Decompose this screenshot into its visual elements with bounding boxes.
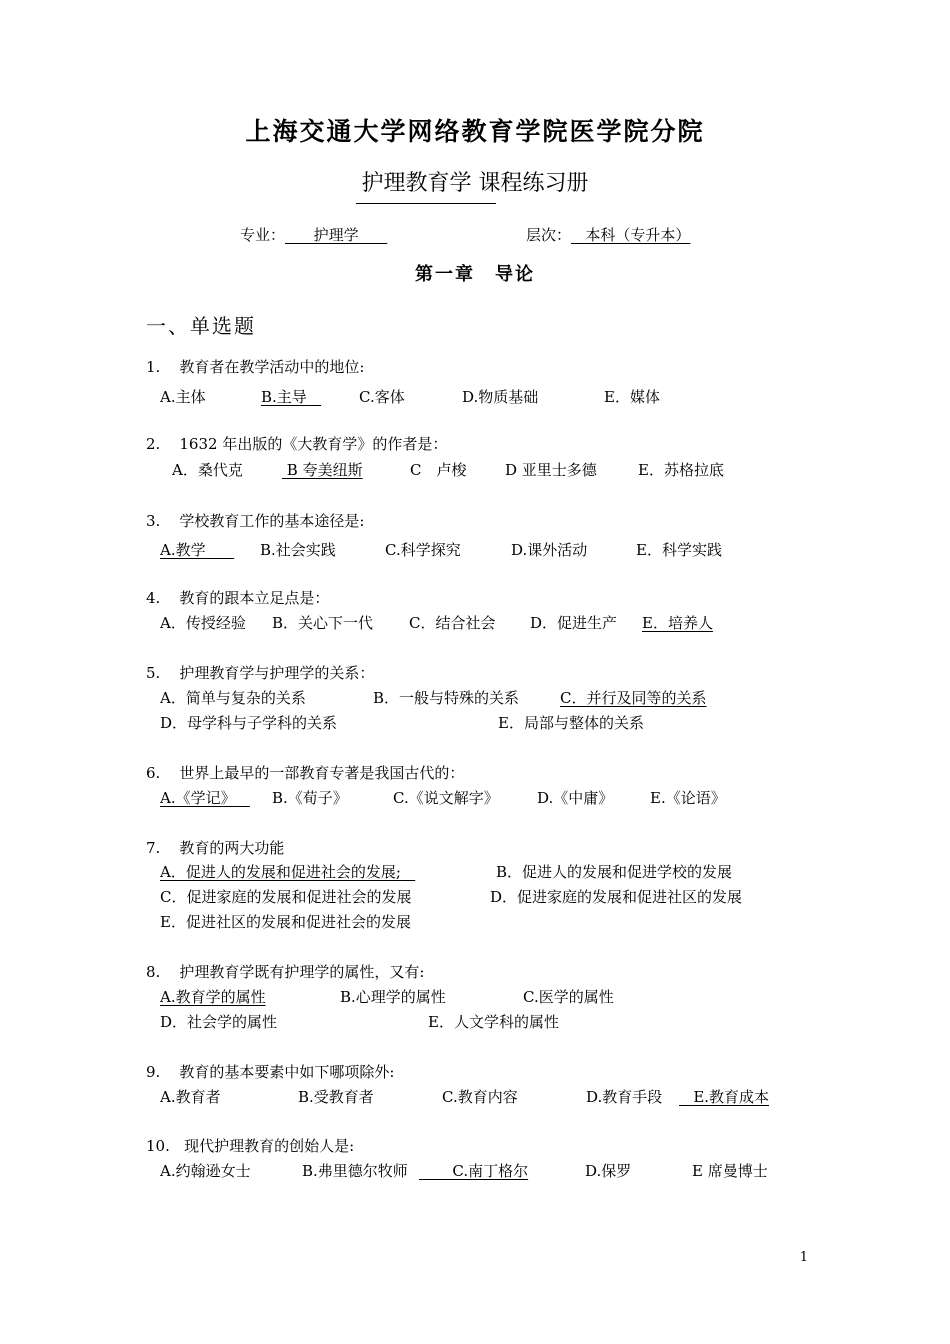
option-2c: C 卢梭	[410, 461, 467, 479]
option-5b: B．一般与特殊的关系	[373, 689, 520, 707]
option-8c: C.医学的属性	[523, 988, 614, 1006]
question-10: 10. 现代护理教育的创始人是:	[146, 1137, 355, 1155]
subtitle-underline	[356, 203, 496, 204]
question-7: 7. 教育的两大功能	[146, 839, 285, 857]
option-4e-answer: E．培养人	[642, 614, 713, 632]
option-6a-answer: A.《学记》	[160, 789, 236, 807]
level-field	[526, 224, 690, 245]
question-4: 4. 教育的跟本立足点是：	[146, 589, 330, 607]
question-3: 3. 学校教育工作的基本途径是:	[146, 512, 365, 530]
option-9e-answer: E.教育成本	[693, 1088, 770, 1106]
option-10b: B.弗里德尔牧师	[302, 1162, 408, 1180]
course-name: 护理教育学	[361, 171, 472, 196]
option-8d: D．社会学的属性	[160, 1013, 278, 1031]
option-1d: D.物质基础	[462, 388, 539, 406]
option-7d: D．促进家庭的发展和促进社区的发展	[490, 888, 743, 906]
option-3d: D.课外活动	[511, 541, 588, 559]
option-7a-answer: A．促进人的发展和促进社会的发展;	[160, 863, 401, 881]
major-field	[240, 224, 387, 245]
option-6d: D.《中庸》	[537, 789, 614, 807]
level-label: 层次：	[526, 226, 572, 244]
option-5a: A．简单与复杂的关系	[160, 689, 306, 707]
option-1c: C.客体	[359, 388, 405, 406]
option-10d: D.保罗	[585, 1162, 632, 1180]
section-heading: 一、单选题	[146, 314, 256, 338]
document-title: 上海交通大学网络教育学院医学院分院	[245, 117, 705, 146]
option-5e: E．局部与整体的关系	[498, 714, 644, 732]
option-1b-answer: B.主导	[261, 388, 307, 406]
option-4c: C．结合社会	[409, 614, 496, 632]
option-6c: C.《说文解字》	[393, 789, 499, 807]
option-3a-answer: A.教学	[160, 541, 206, 559]
option-2a: A．桑代克	[172, 461, 243, 479]
question-6: 6. 世界上最早的一部教育专著是我国古代的：	[146, 764, 465, 782]
level-value: 本科（专升本）	[585, 226, 691, 244]
option-8a-answer: A.教育学的属性	[160, 988, 266, 1006]
option-7b: B．促进人的发展和促进学校的发展	[496, 863, 733, 881]
option-9a: A.教育者	[160, 1088, 221, 1106]
option-5c-answer: C．并行及同等的关系	[560, 689, 707, 707]
option-5d: D．母学科与子学科的关系	[160, 714, 338, 732]
option-9b: B.受教育者	[298, 1088, 374, 1106]
option-7e: E．促进社区的发展和促进社会的发展	[160, 913, 411, 931]
option-4b: B．关心下一代	[272, 614, 374, 632]
option-9c: C.教育内容	[442, 1088, 518, 1106]
option-4d: D．促进生产	[530, 614, 618, 632]
option-10e: E 席曼博士	[692, 1162, 768, 1180]
option-10a: A.约翰逊女士	[160, 1162, 251, 1180]
option-8b: B.心理学的属性	[340, 988, 446, 1006]
option-8e: E．人文学科的属性	[428, 1013, 559, 1031]
page-number: 1	[799, 1250, 808, 1265]
option-6b: B.《荀子》	[272, 789, 348, 807]
option-1a: A.主体	[160, 388, 206, 406]
option-3c: C.科学探究	[385, 541, 461, 559]
option-3b: B.社会实践	[260, 541, 336, 559]
option-9d: D.教育手段	[586, 1088, 663, 1106]
chapter-heading: 第一章 导论	[415, 264, 535, 285]
major-value: 护理学	[313, 226, 359, 244]
question-8: 8. 护理教育学既有护理学的属性，又有:	[146, 963, 425, 981]
option-4a: A．传授经验	[160, 614, 246, 632]
option-2e: E．苏格拉底	[638, 461, 724, 479]
major-label: 专业：	[240, 226, 286, 244]
question-9: 9. 教育的基本要素中如下哪项除外:	[146, 1063, 395, 1081]
option-10c-answer: C.南丁格尔	[452, 1162, 529, 1180]
question-5: 5. 护理教育学与护理学的关系：	[146, 664, 375, 682]
document-subtitle	[0, 166, 950, 197]
option-1e: E．媒体	[604, 388, 660, 406]
option-6e: E.《论语》	[650, 789, 726, 807]
option-2b-answer: B 夸美纽斯	[286, 461, 363, 479]
option-2d: D 亚里士多德	[505, 461, 597, 479]
subtitle-rest: 课程练习册	[478, 171, 589, 196]
question-2: 2. 1632 年出版的《大教育学》的作者是：	[146, 435, 448, 453]
question-1: 1. 教育者在教学活动中的地位:	[146, 358, 365, 376]
option-7c: C．促进家庭的发展和促进社会的发展	[160, 888, 412, 906]
option-3e: E．科学实践	[636, 541, 722, 559]
